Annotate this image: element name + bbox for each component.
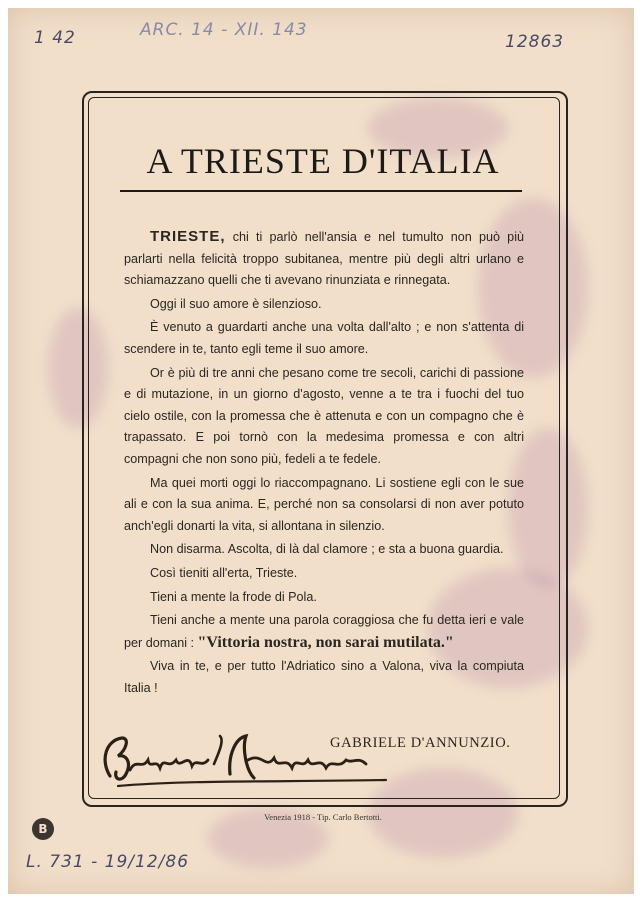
poster-body [124,226,524,701]
paragraph-1 [124,226,524,292]
paragraph-closing: Viva in te, e per tutto l'Adriatico sino a Valona, viva la compiuta Italia ! [124,659,524,695]
paragraph-quote [124,610,524,654]
paragraph-8: Tieni a mente la frode di Pola. [150,589,317,604]
paragraph-3: È venuto a guardarti anche una volta dall'alto ; e non s'attenta di scendere in te, tanto egli teme il suo amore. [124,320,524,356]
motto-quote: "Vittoria nostra, non sarai mutilata." [197,633,454,651]
lead-word: TRIESTE, [150,228,226,245]
paragraph-5: Ma quei morti oggi lo riaccompagnano. Li sostiene egli con le sue ali e con la sua anima. E, perché non sa consolarsi di non aver potuto anch'egli donarti la vita, si allontana in silenzio. [124,475,524,533]
author-name: GABRIELE D'ANNUNZIO. [330,735,511,751]
paragraph-7: Così tieniti all'erta, Trieste. [150,565,298,580]
title-rule [120,190,522,192]
archive-note-top-right: 12863 [505,32,565,52]
paragraph-4: Or è più di tre anni che pesano come tre secoli, carichi di passione e di mutazione, in un giorno d'agosto, venne a te tra i fuochi del tuo cielo ostile, con la promessa che è attenuta e con un compagno che è trapassato. E poi tornò con la medesima promessa e con altri compagni che non sono più, fedeli a te fedele. [124,365,524,466]
poster-title: A TRIESTE D'ITALIA [146,141,500,181]
printer-credit: Venezia 1918 - Tip. Carlo Bertotti. [264,812,382,822]
paragraph-2: Oggi il suo amore è silenzioso. [150,296,322,311]
archive-note-top-left: 1 42 [34,28,76,48]
archive-note-top-center: ARC. 14 - XII. 143 [140,20,308,40]
paragraph-6: Non disarma. Ascolta, di là dal clamore ; e sta a buona guardia. [150,542,504,557]
library-stamp: B [32,818,54,840]
quote-intro: Tieni anche a mente una parola coraggiosa che fu detta ieri e vale per domani : [124,613,524,650]
paragraph-text: chi ti parlò nell'ansia e nel tumulto non può più parlarti nella felicità troppo subitanea, mentre più degli altri urlano e schiamazzano quelli che ti avevano rinunziata e rinnegata. [124,230,524,288]
archive-note-bottom-left: L. 731 - 19/12/86 [26,852,190,872]
